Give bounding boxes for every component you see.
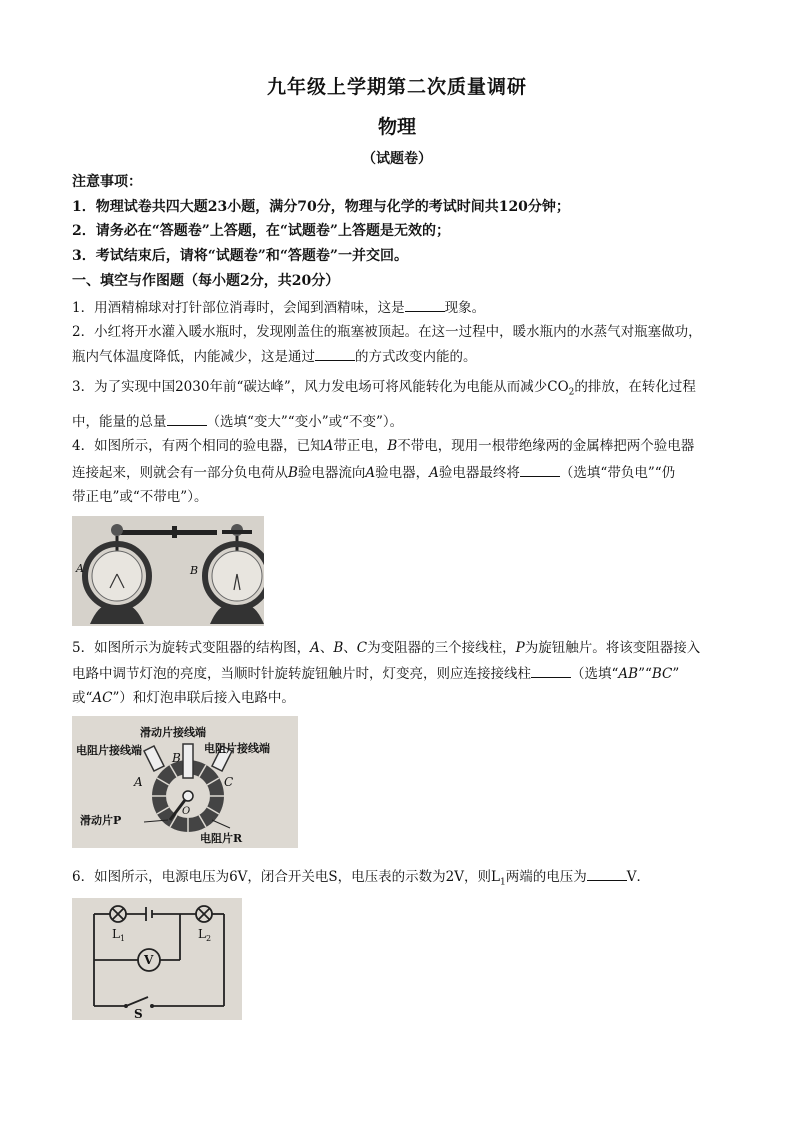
lamp-l1-label: L: [112, 927, 120, 941]
electroscope-label-a: A: [76, 562, 84, 575]
q4-text: 不带电，现用一根带绝缘两的金属棒把两个验电器: [397, 438, 695, 454]
q4-label-a: A: [323, 438, 334, 454]
question-4-line-3: 带正电”或“不带电”）。: [72, 489, 208, 505]
q6-text: 两端的电压为: [505, 869, 587, 885]
q5-label-p: P: [515, 640, 525, 656]
q4-text: 4．如图所示，有两个相同的验电器，已知: [72, 438, 324, 454]
q6-text: 6．如图所示，电源电压为6V，闭合开关电S，电压表的示数为2V，则L: [72, 869, 500, 885]
q5-text: 或“: [72, 690, 93, 706]
notes-item-1: 1．物理试卷共四大题23小题，满分70分，物理与化学的考试时间共120分钟；: [72, 199, 570, 215]
notes-item-3: 3．考试结束后，请将“试题卷”和“答题卷”一并交回。: [72, 248, 408, 264]
q3-co2-subscript: 2: [568, 387, 575, 398]
q2-text-pre: 瓶内气体温度降低，内能减少，这是通过: [72, 349, 315, 365]
q4-text: 验电器，: [375, 465, 430, 481]
q5-label-c: C: [356, 640, 368, 656]
question-1: [72, 297, 732, 318]
notes-heading: 注意事项：: [72, 174, 142, 190]
rheostat-label-c: C: [224, 775, 234, 789]
question-5-line-3: [72, 688, 732, 708]
q5-text: ”）和灯泡串联后接入电路中。: [112, 690, 295, 706]
rheostat-label-o: O: [182, 806, 191, 817]
electroscope-label-b: B: [190, 564, 199, 577]
question-3-line-1: [72, 377, 732, 403]
question-3-line-2: [72, 411, 732, 432]
question-2-line-1: 2．小红将开水灌入暖水瓶时，发现刚盖住的瓶塞被顶起。在这一过程中，暖水瓶内的水蒸气对瓶塞做功，: [72, 324, 702, 340]
q5-option-ac: AC: [92, 690, 113, 706]
switch-label: S: [134, 1007, 143, 1020]
q5-sep: 、: [319, 640, 334, 656]
rheostat-slider-terminal-label: 滑动片接线端: [140, 726, 206, 739]
q1-text-pre: 1．用酒精棉球对打针部位消毒时，会闻到酒精味，这是: [72, 300, 405, 316]
q6-subscript: 1: [499, 877, 506, 888]
question-5-line-1: [72, 638, 732, 658]
q5-text: 为变阻器的三个接线柱，: [367, 640, 516, 656]
q1-answer-blank: [405, 297, 445, 312]
lamp-l2-subscript: 2: [205, 934, 212, 943]
q4-text: 验电器流向: [297, 465, 366, 481]
rheostat-slider-label: 滑动片P: [80, 814, 122, 827]
q3-line2-pre: 中，能量的总量: [72, 414, 167, 430]
q3-text-pre: 3．为了实现中国2030年前“碳达峰”，风力发电场可将风能转化为电能从而减少CO: [72, 379, 569, 395]
q1-text-post: 现象。: [444, 300, 486, 316]
q4-text: （选填“带负电”“仍: [559, 465, 676, 481]
q4-label-b: B: [288, 465, 298, 481]
question-4-line-2: [72, 462, 732, 483]
subject-title: 物理: [377, 116, 416, 138]
q5-option-ab: AB: [618, 666, 639, 682]
q4-answer-blank: [520, 462, 560, 477]
rheostat-left-terminal-label: 电阻片接线端: [76, 744, 142, 757]
q5-text: （选填“: [571, 666, 619, 682]
rheostat-label-a: A: [134, 775, 143, 789]
q5-text: 5．如图所示为旋转式变阻器的结构图，: [72, 640, 311, 656]
q3-text-post: 的排放，在转化过程: [574, 379, 696, 395]
q3-answer-blank: [167, 411, 207, 426]
q5-text: ”: [672, 666, 680, 682]
rheostat-figure: [72, 716, 298, 848]
q4-label-a: A: [365, 465, 376, 481]
rheostat-resistor-label: 电阻片R: [200, 832, 243, 845]
q4-text: 带正电，: [333, 438, 388, 454]
q5-text: ”“: [638, 666, 652, 682]
rheostat-right-terminal-label: 电阻片接线端: [204, 742, 270, 755]
q5-label-b: B: [333, 640, 344, 656]
notes-item-2: 2．请务必在“答题卷”上答题，在“试题卷”上答题是无效的；: [72, 223, 450, 239]
q2-answer-blank: [315, 346, 355, 361]
rheostat-label-b: B: [172, 751, 181, 765]
q5-answer-blank: [531, 663, 571, 678]
q5-label-a: A: [310, 640, 320, 656]
question-5-line-2: [72, 663, 732, 684]
paper-type: （试题卷）: [362, 151, 432, 167]
q5-option-bc: BC: [651, 666, 673, 682]
q4-text: 验电器最终将: [438, 465, 520, 481]
q4-label-b: B: [387, 438, 398, 454]
circuit-figure: [72, 898, 242, 1020]
question-6: [72, 866, 732, 893]
lamp-l2-label: L: [198, 927, 206, 941]
q4-label-a: A: [429, 465, 439, 481]
q4-text: 连接起来，则就会有一部分负电荷从: [72, 465, 288, 481]
question-2-line-2: [72, 346, 732, 367]
question-4-line-1: [72, 436, 732, 456]
section-heading: 一、填空与作图题（每小题2分，共20分）: [72, 273, 340, 289]
q2-text-post: 的方式改变内能的。: [355, 349, 477, 365]
q6-answer-blank: [587, 866, 627, 881]
q6-text: V．: [626, 869, 650, 885]
electroscope-figure: [72, 516, 264, 626]
exam-title: 九年级上学期第二次质量调研: [266, 76, 527, 98]
q3-line2-post: （选填“变大”“变小”或“不变”）。: [206, 414, 404, 430]
q5-text: 电路中调节灯泡的亮度，当顺时针旋转旋钮触片时，灯变亮，则应连接接线柱: [72, 666, 531, 682]
lamp-l1-subscript: 1: [119, 934, 126, 943]
voltmeter-label: V: [144, 953, 154, 967]
q5-text: 为旋钮触片。将该变阻器接入: [524, 640, 701, 656]
q5-sep: 、: [343, 640, 357, 656]
